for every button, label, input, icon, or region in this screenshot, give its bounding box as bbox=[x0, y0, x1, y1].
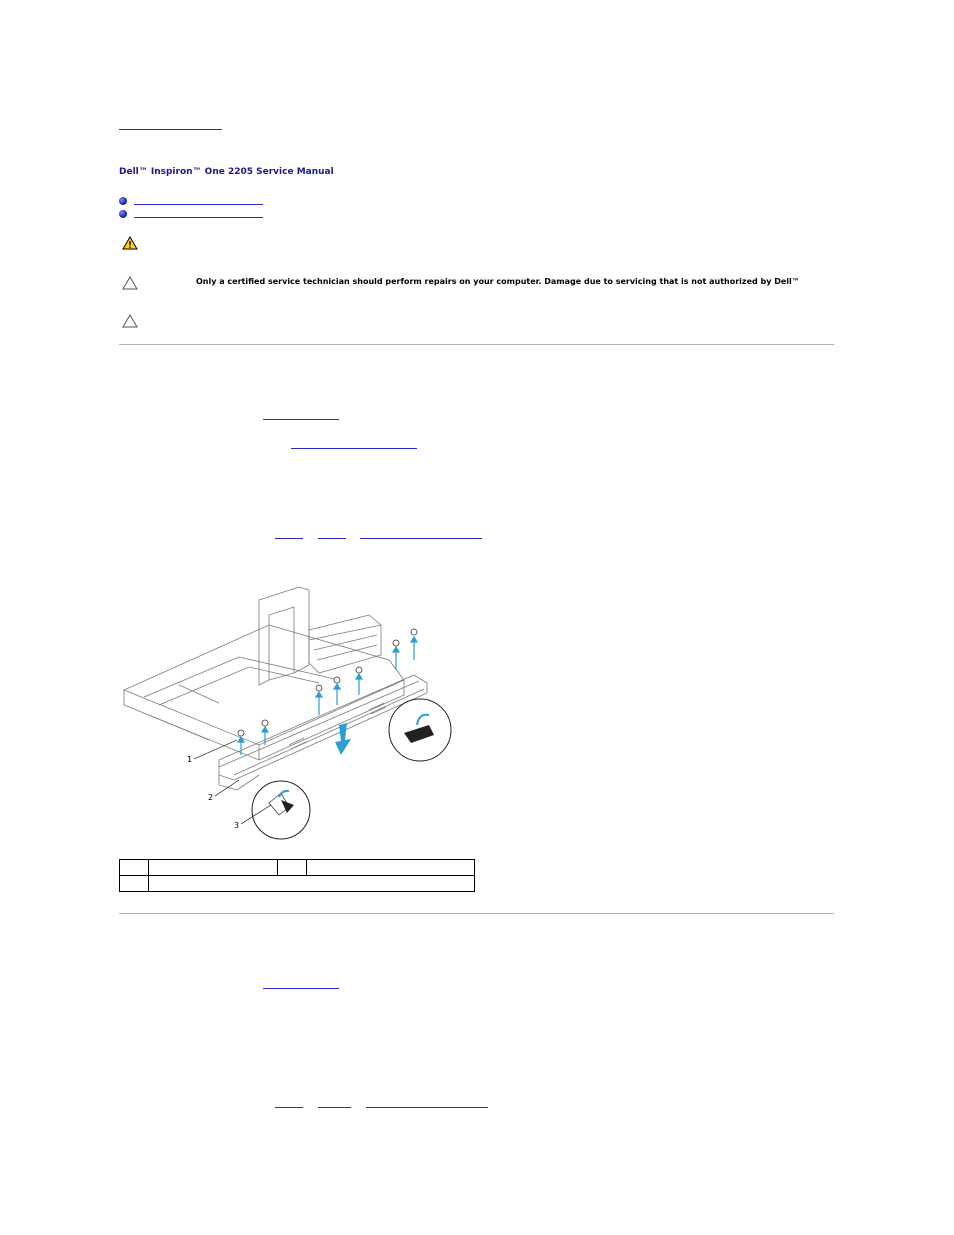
callout-2: 2 bbox=[208, 793, 214, 802]
warning-triangle-icon bbox=[122, 236, 138, 250]
before-you-begin-link[interactable] bbox=[263, 419, 339, 420]
section-divider bbox=[119, 913, 834, 914]
table-cell bbox=[149, 876, 475, 892]
bullet-icon bbox=[119, 197, 127, 205]
step-link-3[interactable] bbox=[366, 1107, 488, 1108]
section-divider bbox=[119, 344, 834, 345]
callout-legend-table bbox=[119, 859, 475, 892]
step-link-2[interactable] bbox=[318, 1107, 351, 1108]
procedure-link[interactable] bbox=[291, 448, 417, 449]
callout-1: 1 bbox=[187, 755, 193, 764]
back-to-contents-link[interactable] bbox=[119, 129, 222, 130]
toc-link-removing[interactable] bbox=[134, 204, 263, 205]
step-link-3[interactable] bbox=[360, 538, 482, 539]
manual-title: Dell™ Inspiron™ One 2205 Service Manual bbox=[119, 167, 334, 177]
back-cover-removal-figure bbox=[119, 585, 464, 840]
table-cell bbox=[278, 860, 307, 876]
before-you-begin-link[interactable] bbox=[263, 988, 339, 989]
caution-text: Only a certified service technician should perform repairs on your computer. Damage due to servicing that is not authorized by Dell™ bbox=[196, 277, 800, 286]
step-link-1[interactable] bbox=[275, 1107, 303, 1108]
toc-link-replacing[interactable] bbox=[134, 217, 263, 218]
table-row bbox=[120, 860, 475, 876]
table-cell bbox=[120, 860, 149, 876]
table-cell bbox=[120, 876, 149, 892]
table-cell bbox=[307, 860, 475, 876]
caution-triangle-icon bbox=[122, 276, 138, 290]
table-row bbox=[120, 876, 475, 892]
step-link-2[interactable] bbox=[318, 538, 346, 539]
callout-3: 3 bbox=[234, 821, 240, 830]
bullet-icon bbox=[119, 210, 127, 218]
step-link-1[interactable] bbox=[275, 538, 303, 539]
caution-triangle-icon bbox=[122, 314, 138, 328]
table-cell bbox=[149, 860, 278, 876]
